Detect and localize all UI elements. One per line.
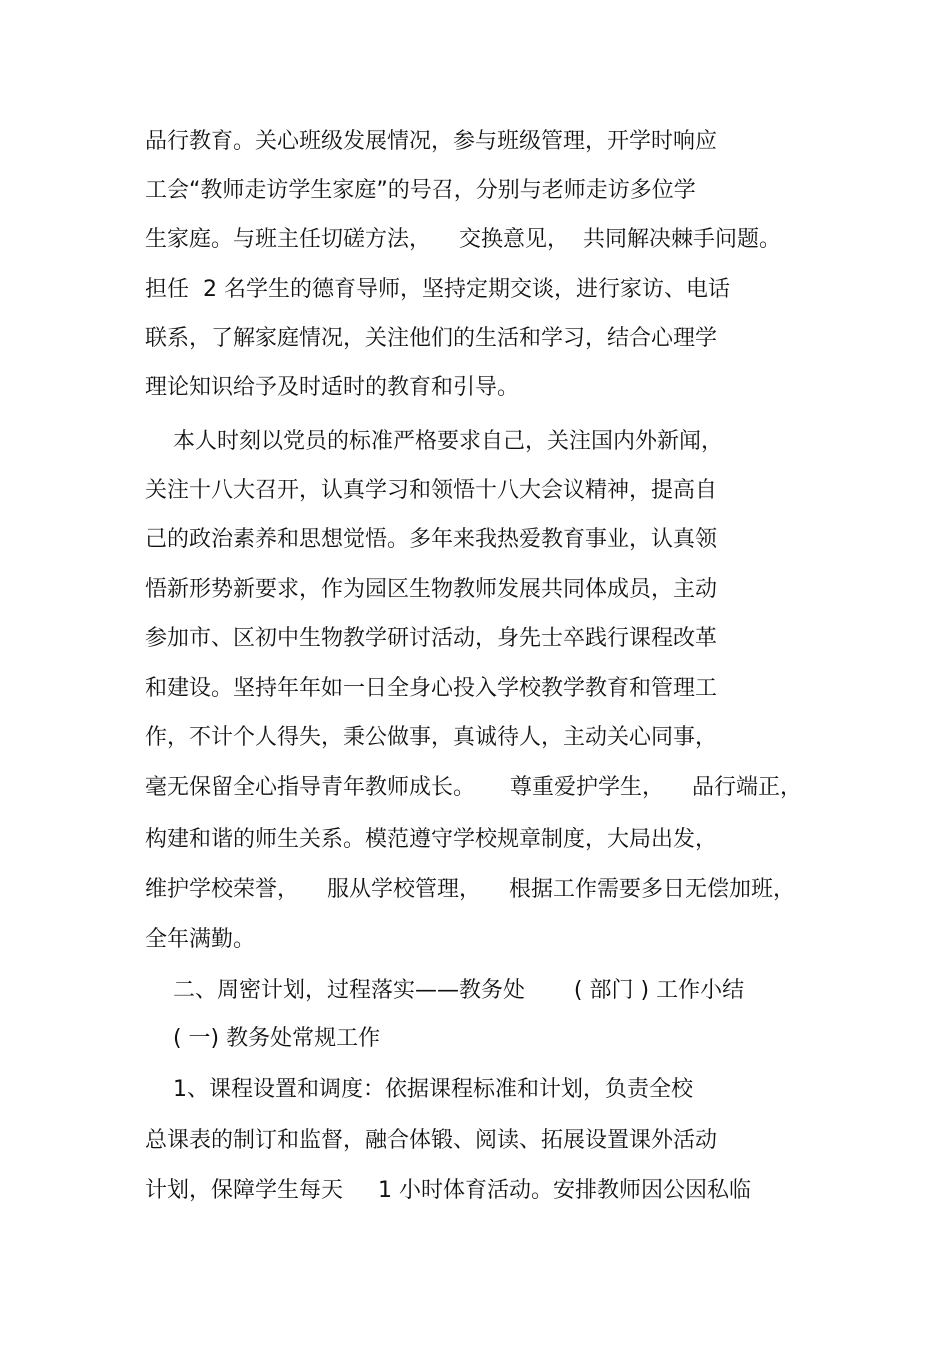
section-heading: 二、周密计划，过程落实——教务处 ( 部门 ) 工作小结 xyxy=(145,978,745,1003)
body-text-line: 生家庭。与班主任切磋方法， 交换意见， 共同解决棘手问题。 xyxy=(145,227,781,252)
body-text-line: 工会“教师走访学生家庭”的号召，分别与老师走访多位学 xyxy=(145,178,696,203)
body-text-line: 理论知识给予及时适时的教育和引导。 xyxy=(145,375,520,400)
body-text-line: 己的政治素养和思想觉悟。多年来我热爱教育事业，认真领 xyxy=(145,527,718,552)
body-text-line: 全年满勤。 xyxy=(145,927,256,952)
body-text-line: 计划，保障学生每天 1 小时体育活动。安排教师因公因私临 xyxy=(145,1178,751,1203)
body-text-line: 1、课程设置和调度：依据课程标准和计划，负责全校 xyxy=(145,1077,693,1102)
body-text-line: 本人时刻以党员的标准严格要求自己，关注国内外新闻， xyxy=(145,429,723,454)
body-text-line: 构建和谐的师生关系。模范遵守学校规章制度，大局出发， xyxy=(145,827,718,852)
body-text-line: 担任 2 名学生的德育导师，坚持定期交谈，进行家访、电话 xyxy=(145,277,730,302)
body-text-line: 联系，了解家庭情况，关注他们的生活和学习，结合心理学 xyxy=(145,326,718,351)
body-text-line: 品行教育。关心班级发展情况，参与班级管理，开学时响应 xyxy=(145,129,718,154)
body-text-line: 毫无保留全心指导青年教师成长。 尊重爱护学生， 品行端正， xyxy=(145,775,802,800)
body-text-line: 参加市、区初中生物教学研讨活动，身先士卒践行课程改革 xyxy=(145,626,718,651)
body-text-line: 关注十八大召开，认真学习和领悟十八大会议精神，提高自 xyxy=(145,478,718,503)
body-text-line: 总课表的制订和监督，融合体锻、阅读、拓展设置课外活动 xyxy=(145,1128,718,1153)
body-text-line: 维护学校荣誉， 服从学校管理， 根据工作需要多日无偿加班， xyxy=(145,877,795,902)
body-text-line: 作，不计个人得失，秉公做事，真诚待人，主动关心同事， xyxy=(145,725,718,750)
subsection-heading: ( 一) 教务处常规工作 xyxy=(145,1026,381,1051)
body-text-line: 悟新形势新要求，作为园区生物教师发展共同体成员，主动 xyxy=(145,577,718,602)
body-text-line: 和建设。坚持年年如一日全身心投入学校教学教育和管理工 xyxy=(145,676,718,701)
